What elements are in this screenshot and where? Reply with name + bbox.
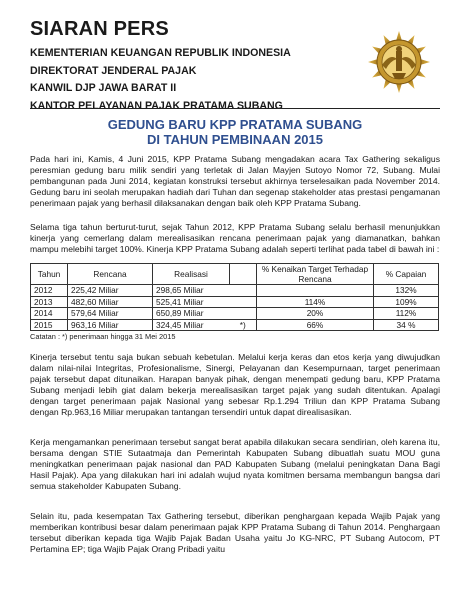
table-row (31, 319, 439, 331)
tax-revenue-table (30, 263, 439, 331)
table-row (31, 296, 439, 308)
table-row (31, 285, 439, 297)
cell-plan: 579,64 Miliar (68, 308, 153, 320)
cell-plan: 963,16 Miliar (68, 319, 153, 331)
cell-year: 2012 (31, 285, 68, 297)
cell-increase: 66% (257, 319, 374, 331)
cell-plan: 225,42 Miliar (68, 285, 153, 297)
paragraph-collaboration: Kerja mengamankan penerimaan tersebut sangat berat apabila dilakukan secara sendirian, oleh karena itu, bersama dengan STIE Sutaatmaja dan Pemerintah Kabupaten Subang dibuatlah suatu MOU guna meningkatkan penerimaan pajak nasional dan PAD Kabupaten Subang (melalui peningkatan Dana Bagi Hasil Pajak). Apa yang dilakukan hari ini adalah wujud nyata komitmen bersama membangun bangsa dari semua stakeholder Kabupaten Subang. (30, 437, 440, 491)
cell-increase: 114% (257, 296, 374, 308)
paragraph-opening: Pada hari ini, Kamis, 4 Juni 2015, KPP Pratama Subang mengadakan acara Tax Gathering sekaligus peresmian gedung baru milik sendiri yang terletak di Jalan Mayjen Sutoyo Nomor 72, Subang. Mulai pembangunan pada Juni 2014, kegiatan konstruksi tersebut akhirnya terselesaikan pada November 2014. Gedung baru ini seolah merupakan hadiah dari Tuhan dan segenap stakeholder atas prestasi pengamanan penerimaan pajak yang berhasil dilaksanakan dengan baik oleh KPP Pratama Subang. (30, 154, 440, 208)
table-header-row (31, 264, 439, 285)
paragraph-awards: Selain itu, pada kesempatan Tax Gathering tersebut, diberikan penghargaan kepada Wajib Pajak yang memberikan kontribusi besar dalam penerimaan pajak KPP Pratama Subang di Tahun 2014. Penghargaan tersebut diberikan kepada tiga Wajib Pajak Badan Usaha yaitu Jo KG-NRC, PT Subang Autocom, PT Pertamina EP; tiga Wajib Pajak Orang Pribadi yaitu (30, 511, 440, 554)
cell-realization: 324,45 Miliar (153, 319, 230, 331)
cell-realization: 298,65 Miliar (153, 285, 230, 297)
cell-year: 2014 (31, 308, 68, 320)
col-header-marker (230, 264, 257, 285)
table-footnote: Catatan : *) penerimaan hingga 31 Mei 2015 (30, 332, 176, 341)
cell-realization: 650,89 Miliar (153, 308, 230, 320)
cell-increase (257, 285, 374, 297)
cell-marker (230, 285, 257, 297)
org-line-directorate: DIREKTORAT JENDERAL PAJAK (30, 64, 197, 77)
headline-line-1: GEDUNG BARU KPP PRATAMA SUBANG (107, 117, 363, 132)
paragraph-performance-intro: Selama tiga tahun berturut-turut, sejak Tahun 2012, KPP Pratama Subang selalu berhasil menunjukkan kinerja yang cemerlang dalam merealisasikan rencana penerimaan pajak yang diamanatkan, bahkan mampu melebihi target 100%. Kinerja KPP Pratama Subang adalah seperti terlihat pada tabel di bawah ini : (30, 222, 440, 254)
cell-year: 2015 (31, 319, 68, 331)
organization-header (30, 45, 291, 116)
col-header-achievement: % Capaian (374, 264, 439, 285)
cell-year: 2013 (31, 296, 68, 308)
col-header-plan: Rencana (68, 264, 153, 285)
table-row (31, 308, 439, 320)
col-header-realization: Realisasi (153, 264, 230, 285)
org-line-ministry: KEMENTERIAN KEUANGAN REPUBLIK INDONESIA (30, 47, 291, 59)
org-line-regional-office: KANWIL DJP JAWA BARAT II (30, 82, 177, 95)
cell-achievement: 132% (374, 285, 439, 297)
cell-achievement: 112% (374, 308, 439, 320)
org-line-tax-office: KANTOR PELAYANAN PAJAK PRATAMA SUBANG (30, 100, 283, 113)
page-title: SIARAN PERS (30, 18, 169, 40)
cell-marker (230, 308, 257, 320)
cell-plan: 482,60 Miliar (68, 296, 153, 308)
cell-marker (230, 296, 257, 308)
cell-increase: 20% (257, 308, 374, 320)
col-header-increase: % Kenaikan Target Terhadap Rencana (257, 264, 374, 285)
col-header-year: Tahun (31, 264, 68, 285)
header-divider (30, 108, 440, 109)
ministry-of-finance-emblem-icon (366, 29, 432, 95)
paragraph-performance-analysis: Kinerja tersebut tentu saja bukan sebuah kebetulan. Melalui kerja keras dan etos kerja yang diwujudkan dalam nilai-nilai Integritas, Profesionalisme, Sinergi, Pelayanan dan Kesempurnaan, target penerimaan pajak tersebut dapat ditunaikan. Harapan banyak pihak, dengan menempati gedung baru, KPP Pratama Subang menjadi lebih giat dalam bekerja merealisasikan target pajak yang sudah ditentukan. Apalagi dengan target penerimaan pajak Nasional yang sebesar Rp.1.294 Triliun dan KPP Pratama Subang dengan Rp.963,16 Miliar merupakan tantangan tersendiri untuk dapat direalisasikan. (30, 352, 440, 417)
cell-achievement: 34 % (374, 319, 439, 331)
cell-realization: 525,41 Miliar (153, 296, 230, 308)
cell-achievement: 109% (374, 296, 439, 308)
cell-marker: *) (230, 319, 257, 331)
headline-line-2: DI TAHUN PEMBINAAN 2015 (146, 132, 323, 147)
